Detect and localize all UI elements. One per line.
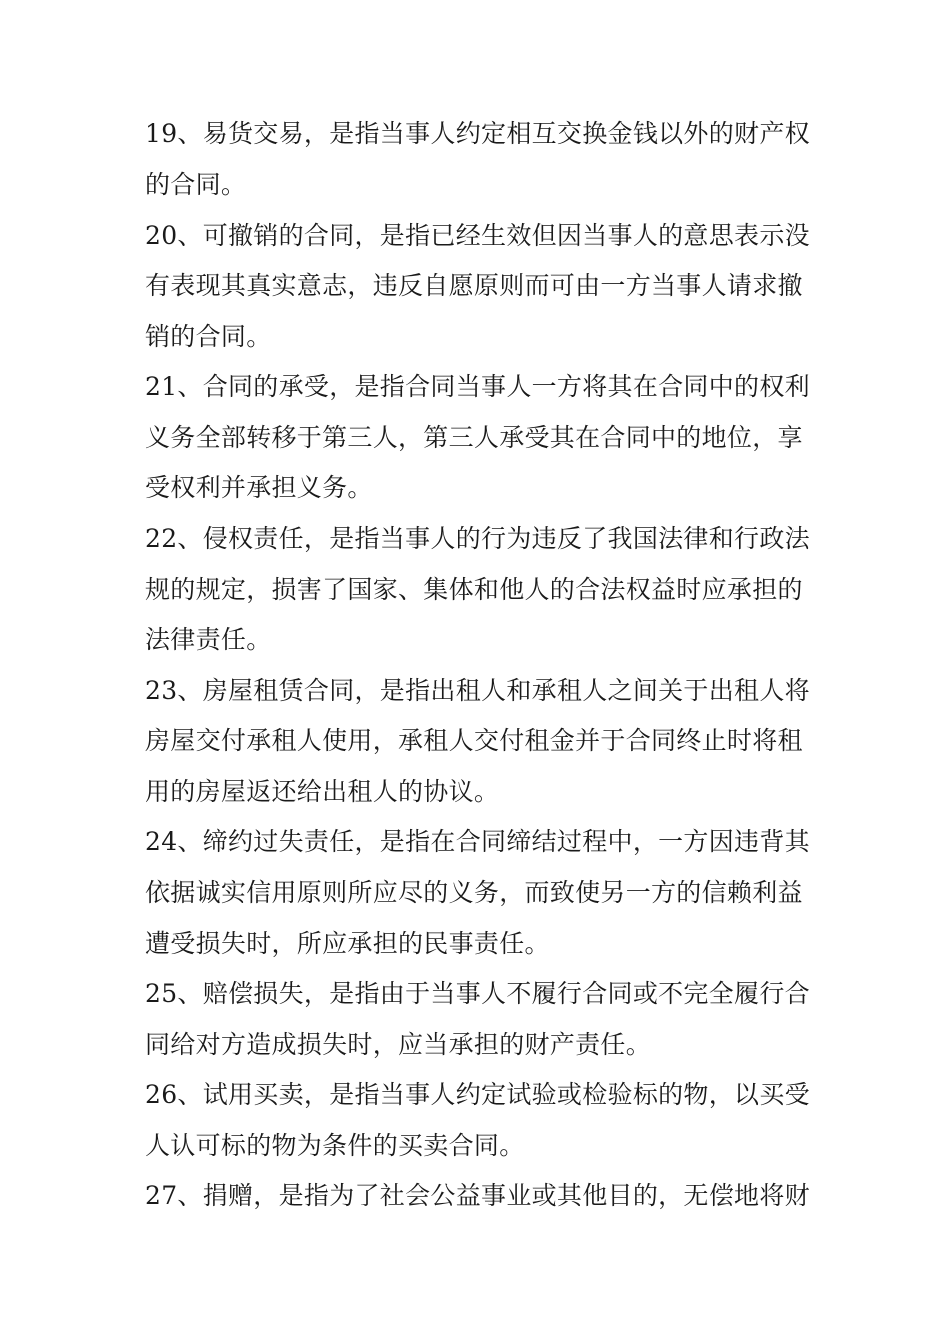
text-line: 有表现其真实意志，违反自愿原则而可由一方当事人请求撤 [145,271,803,300]
text-line: 人认可标的物为条件的买卖合同。 [145,1131,525,1160]
text-line: 法律责任。 [145,625,272,654]
text-line: 27、捐赠，是指为了社会公益事业或其他目的，无偿地将财 [145,1181,810,1210]
text-line: 19、易货交易，是指当事人约定相互交换金钱以外的财产权 [145,119,810,148]
text-line: 25、赔偿损失，是指由于当事人不履行合同或不完全履行合 [145,979,810,1008]
text-line: 用的房屋返还给出租人的协议。 [145,777,500,806]
text-line: 20、可撤销的合同，是指已经生效但因当事人的意思表示没 [145,221,810,250]
text-line: 23、房屋租赁合同，是指出租人和承租人之间关于出租人将 [145,676,810,705]
text-line: 21、合同的承受，是指合同当事人一方将其在合同中的权利 [145,372,810,401]
text-line: 规的规定，损害了国家、集体和他人的合法权益时应承担的 [145,575,803,604]
text-line: 遭受损失时，所应承担的民事责任。 [145,929,550,958]
text-line: 销的合同。 [145,322,272,351]
text-line: 22、侵权责任，是指当事人的行为违反了我国法律和行政法 [145,524,810,553]
text-line: 24、缔约过失责任，是指在合同缔结过程中，一方因违背其 [145,827,810,856]
text-line: 受权利并承担义务。 [145,473,373,502]
text-line: 同给对方造成损失时，应当承担的财产责任。 [145,1030,652,1059]
text-line: 义务全部转移于第三人，第三人承受其在合同中的地位，享 [145,423,803,452]
text-line: 26、试用买卖，是指当事人约定试验或检验标的物，以买受 [145,1080,810,1109]
text-line: 依据诚实信用原则所应尽的义务，而致使另一方的信赖利益 [145,878,803,907]
text-line: 的合同。 [145,170,247,199]
text-line: 房屋交付承租人使用，承租人交付租金并于合同终止时将租 [145,726,803,755]
